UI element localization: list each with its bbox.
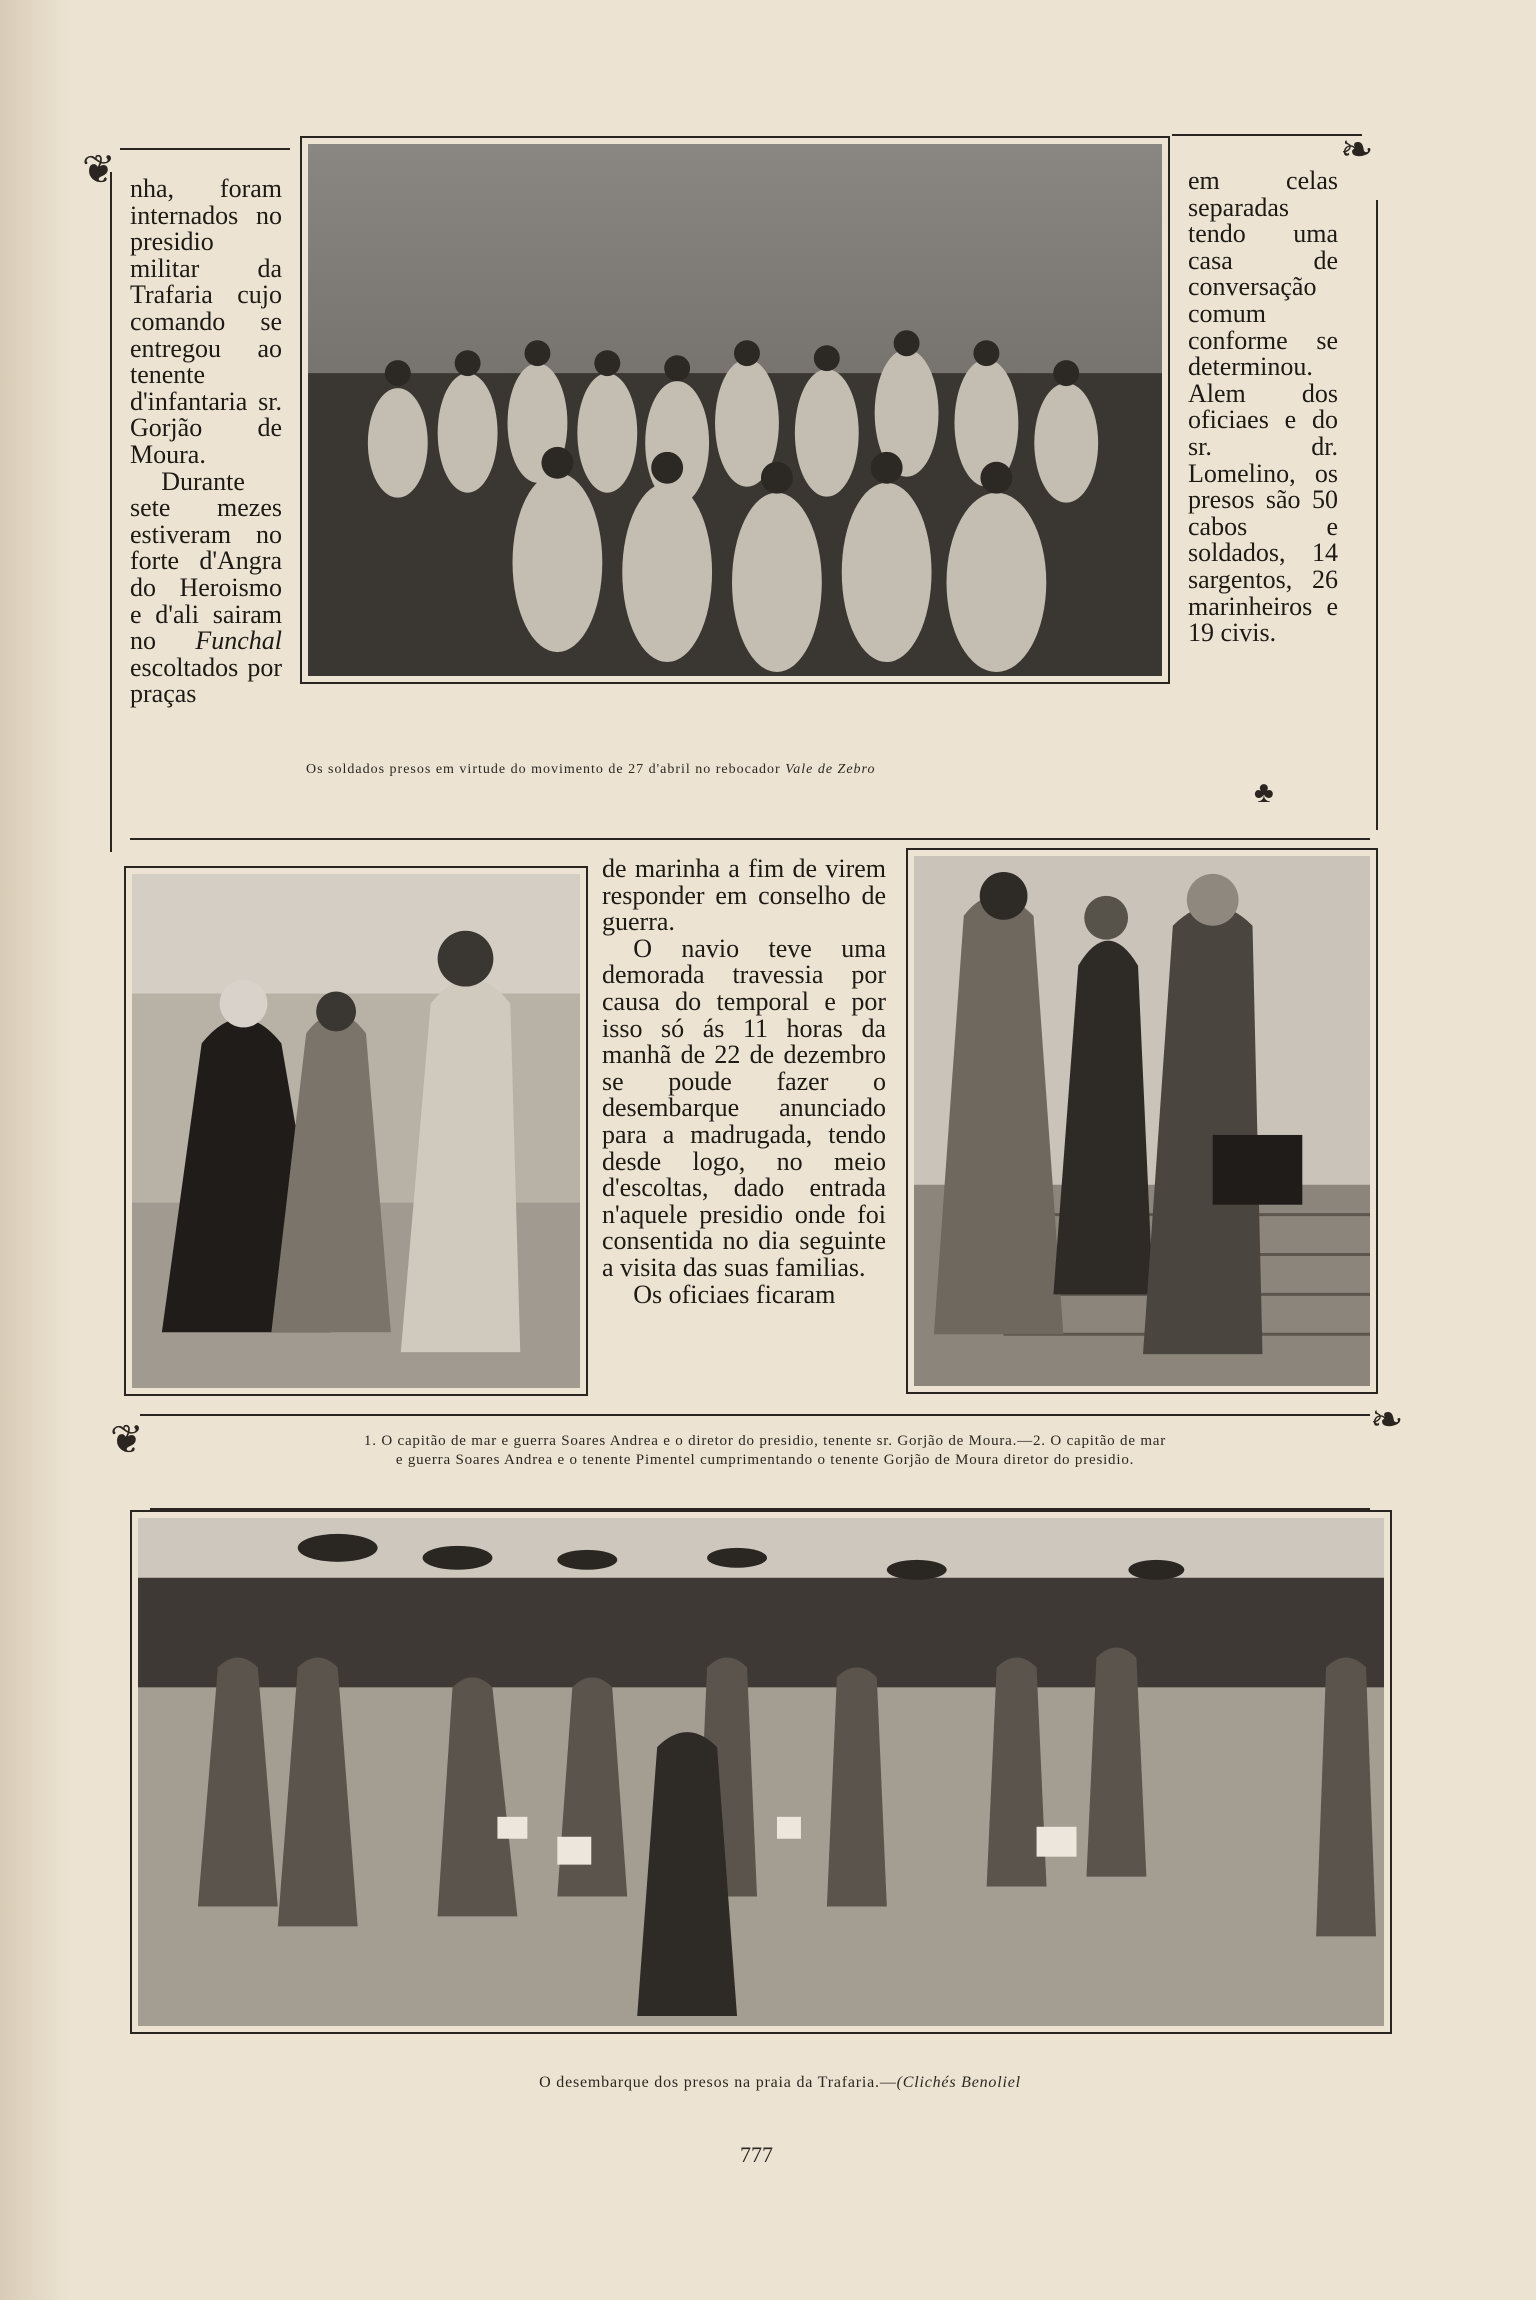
middle-left-scroll-ornament: ❦ [110, 1417, 144, 1462]
middle-caption-line-2: e guerra Soares Andrea e o tenente Pimentel cumprimentando o tenente Gorjão de Moura diretor do presidio. [395, 1452, 1135, 1468]
photo-greeting-svg [914, 856, 1370, 1386]
photo-greeting-image [914, 856, 1370, 1386]
middle-paragraph-2: O navio teve uma demorada travessia por causa do temporal e por isso só ás 11 horas da manhã de 22 de dezembro se poude fazer o desembarque anunciado para a madrugada, tendo desde logo, no meio d'escoltas, dado entrada n'aquele presidio onde foi consentida no dia seguinte a visita das suas familias. [602, 933, 886, 1282]
photo-captain-image [132, 874, 580, 1388]
bottom-caption-text: O desembarque dos presos na praia da Trafaria.— [539, 2074, 897, 2091]
top-frame-bottom-border [130, 838, 1370, 840]
ship-name-funchal: Funchal [195, 626, 282, 656]
photo-soldiers-svg [308, 144, 1162, 676]
photo-landing-image [138, 1518, 1384, 2026]
photo-captain-and-director [124, 866, 588, 1396]
photo-captain-greeting [906, 848, 1378, 1394]
bottom-photo-caption [400, 2074, 1160, 2092]
top-left-scroll-ornament: ❦ [82, 147, 116, 192]
top-frame-top-border [120, 148, 290, 150]
left-paragraph-2 [130, 466, 282, 709]
top-frame-right-border [1376, 200, 1378, 830]
top-right-scroll-ornament: ❧ [1340, 127, 1374, 172]
right-paragraph: em celas separadas tendo uma casa de conversação comum conforme se determinou. Alem dos oficiaes e do sr. dr. Lomelino, os presos são 50 cabos e soldados, 14 sargentos, 26 marinheiros e 19 civis. [1188, 166, 1338, 648]
middle-paragraph-1: de marinha a fim de virem responder em conselho de guerra. [602, 854, 886, 937]
middle-text-column [602, 856, 886, 1308]
middle-right-scroll-ornament: ❧ [1370, 1397, 1404, 1442]
top-frame-right-top-border [1172, 134, 1362, 136]
right-text-column [1188, 168, 1338, 647]
photo-soldiers-caption-ship: Vale de Zebro [785, 762, 876, 777]
middle-paragraph-3: Os oficiaes ficaram [633, 1279, 836, 1309]
left-paragraph-1: nha, foram internados no presidio militar da Trafaria cujo comando se entregou ao tenente d'infantaria sr. Gorjão de Moura. [130, 174, 282, 469]
bottom-caption-credit-prefix: (Clichés Benoliel [896, 2074, 1021, 2091]
page-number: 777 [740, 2142, 773, 2167]
photo-captain-svg [132, 874, 580, 1388]
photo-soldiers-caption [306, 762, 1186, 778]
middle-photos-caption [150, 1432, 1380, 1470]
photo-landing-svg [138, 1518, 1384, 2026]
photo-soldiers-caption-text: Os soldados presos em virtude do movimento de 27 d'abril no rebocador [306, 762, 781, 777]
left-text-column [130, 176, 282, 708]
top-frame-left-border [110, 172, 112, 852]
page-edge-shadow [0, 0, 70, 2300]
photo-landing-at-trafaria [130, 1510, 1392, 2034]
left-paragraph-2-end: escoltados por praças [130, 652, 282, 709]
middle-caption-frame-top [140, 1414, 1370, 1416]
club-ornament: ♣ [1254, 776, 1274, 809]
left-paragraph-2-text: Durante sete mezes estiveram no forte d'Angra do Heroismo e d'ali sairam no [130, 466, 282, 656]
photo-soldiers-on-tugboat [300, 136, 1170, 684]
middle-caption-line-1: 1. O capitão de mar e guerra Soares Andrea e o diretor do presidio, tenente sr. Gorjão de Moura.—2. O capitão de mar [363, 1433, 1167, 1449]
photo-soldiers-image [308, 144, 1162, 676]
